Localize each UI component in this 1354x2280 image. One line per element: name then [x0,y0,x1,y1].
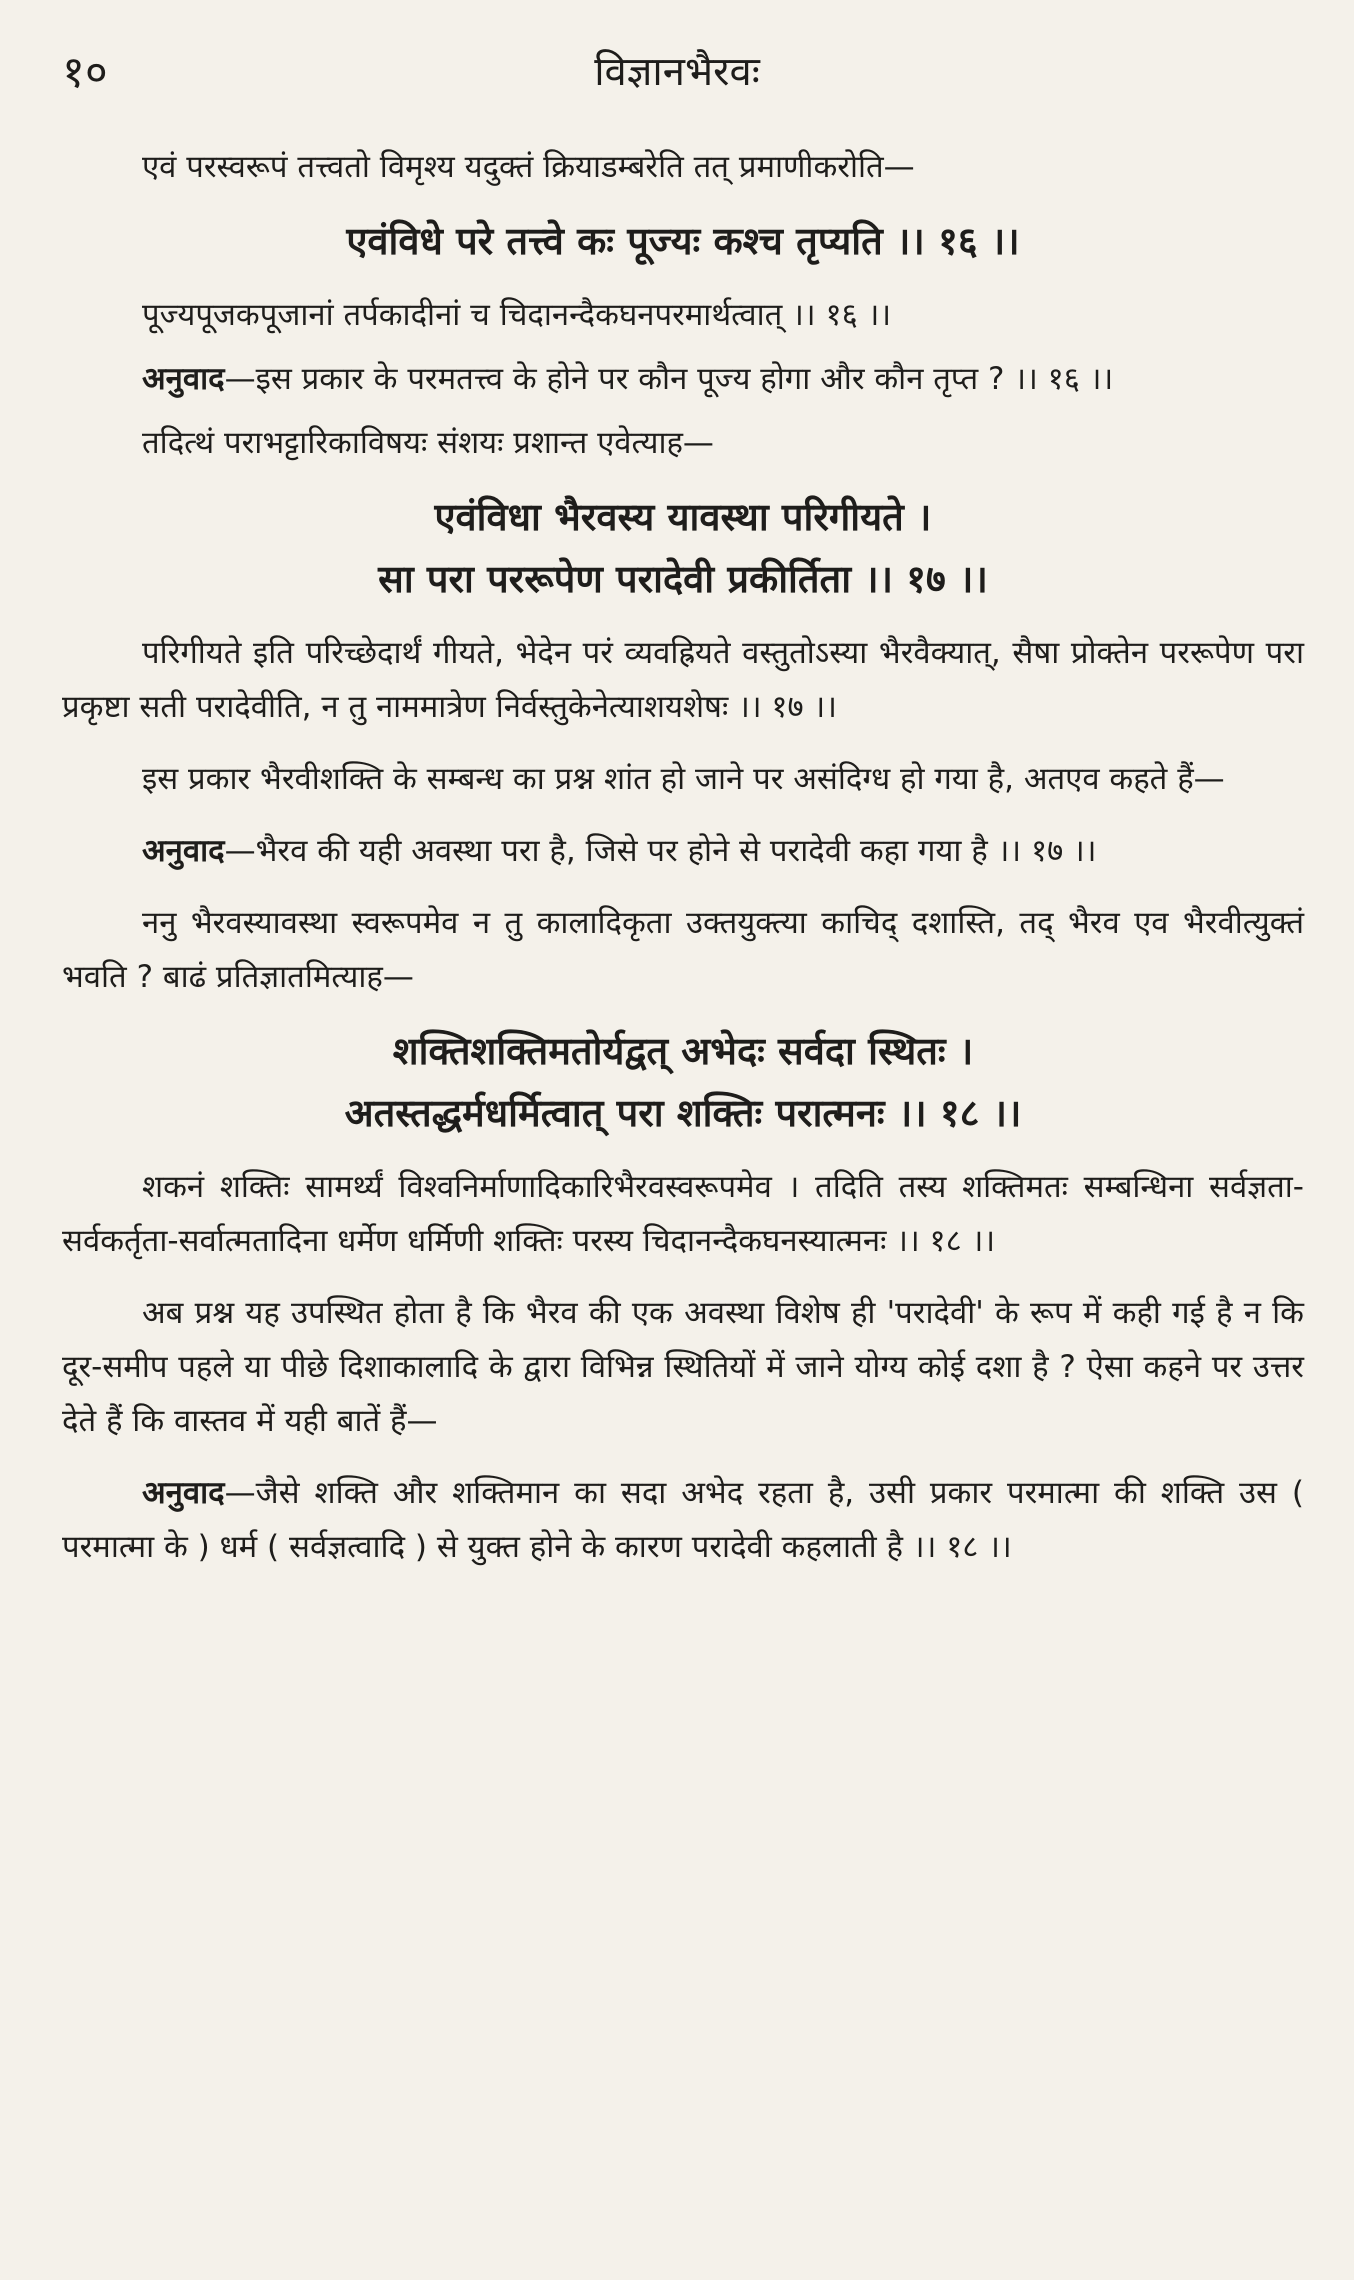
commentary-paragraph: एवं परस्वरूपं तत्त्वतो विमृश्य यदुक्तं क्रियाडम्बरेति तत् प्रमाणीकरोति— [142,149,915,185]
hindi-paragraph: अब प्रश्न यह उपस्थित होता है कि भैरव की एक अवस्था विशेष ही 'परादेवी' के रूप में कही गई है न कि दूर-समीप पहले या पीछे दिशाकालादि के द्वारा विभिन्न स्थितियों में जाने योग्य कोई दशा है ? ऐसा कहने पर उत्तर देते हैं कि वास्तव में यही बातें हैं— [62,1295,1304,1439]
verse-18 [62,1020,1304,1144]
verse-line: अतस्तद्धर्मधर्मित्वात् परा शक्तिः परात्मनः ।। १८ ।। [344,1091,1022,1135]
page-number: १० [62,47,108,98]
translation-text: —भैरव की यही अवस्था परा है, जिसे पर होने से परादेवी कहा गया है ।। १७ ।। [224,833,1097,869]
commentary-paragraph: शकनं शक्तिः सामर्थ्यं विश्वनिर्माणादिकारिभैरवस्वरूपमेव । तदिति तस्य शक्तिमतः सम्बन्धिना सर्वज्ञता-सर्वकर्तृता-सर्वात्मतादिना धर्मेण धर्मिणी शक्तिः परस्य चिदानन्दैकघनस्यात्मनः ।। १८ ।। [62,1169,1304,1259]
verse-line: शक्तिशक्तिमतोर्यद्वत् अभेदः सर्वदा स्थितः । [392,1029,974,1073]
commentary-paragraph: पूज्यपूजकपूजानां तर्पकादीनां च चिदानन्दैकघनपरमार्थत्वात् ।। १६ ।। [142,297,892,333]
page-body [62,140,1304,1574]
running-title: विज्ञानभैरवः [594,49,760,95]
commentary-paragraph: परिगीयते इति परिच्छेदार्थं गीयते, भेदेन परं व्यवह्रियते वस्तुतोऽस्या भैरवैक्यात्, सैषा प्रोक्तेन पररूपेण परा प्रकृष्टा सती परादेवीति, न तु नाममात्रेण निर्वस्तुकेनेत्याशयशेषः ।। १७ ।। [62,635,1304,725]
verse-line: एवंविधे परे तत्त्वे कः पूज्यः कश्च तृप्यति ।। १६ ।। [346,219,1020,263]
translation-paragraph [62,352,1304,406]
translation-paragraph [62,1466,1304,1574]
verse-line: सा परा पररूपेण परादेवी प्रकीर्तिता ।। १७ ।। [378,557,988,601]
commentary-paragraph: तदित्थं पराभट्टारिकाविषयः संशयः प्रशान्त एवेत्याह— [142,425,714,461]
verse-17 [62,486,1304,610]
verse-16 [62,210,1304,272]
translation-text: —जैसे शक्ति और शक्तिमान का सदा अभेद रहता है, उसी प्रकार परमात्मा की शक्ति उस ( परमात्मा के ) धर्म ( सर्वज्ञत्वादि ) से युक्त होने के कारण परादेवी कहलाती है ।। १८ ।। [62,1475,1304,1565]
translation-label: अनुवाद [142,361,225,397]
translation-label: अनुवाद [142,1475,225,1511]
commentary-paragraph: ननु भैरवस्यावस्था स्वरूपमेव न तु कालादिकृता उक्तयुक्त्या काचिद् दशास्ति, तद् भैरव एव भैरवीत्युक्तं भवति ? बाढं प्रतिज्ञातमित्याह— [62,905,1304,995]
translation-paragraph [62,824,1304,878]
verse-line: एवंविधा भैरवस्य यावस्था परिगीयते । [434,495,932,539]
translation-text: —इस प्रकार के परमतत्त्व के होने पर कौन पूज्य होगा और कौन तृप्त ? ।। १६ ।। [224,361,1114,397]
hindi-paragraph: इस प्रकार भैरवीशक्ति के सम्बन्ध का प्रश्न शांत हो जाने पर असंदिग्ध हो गया है, अतएव कहते हैं— [142,761,1225,797]
translation-label: अनुवाद [142,833,225,869]
